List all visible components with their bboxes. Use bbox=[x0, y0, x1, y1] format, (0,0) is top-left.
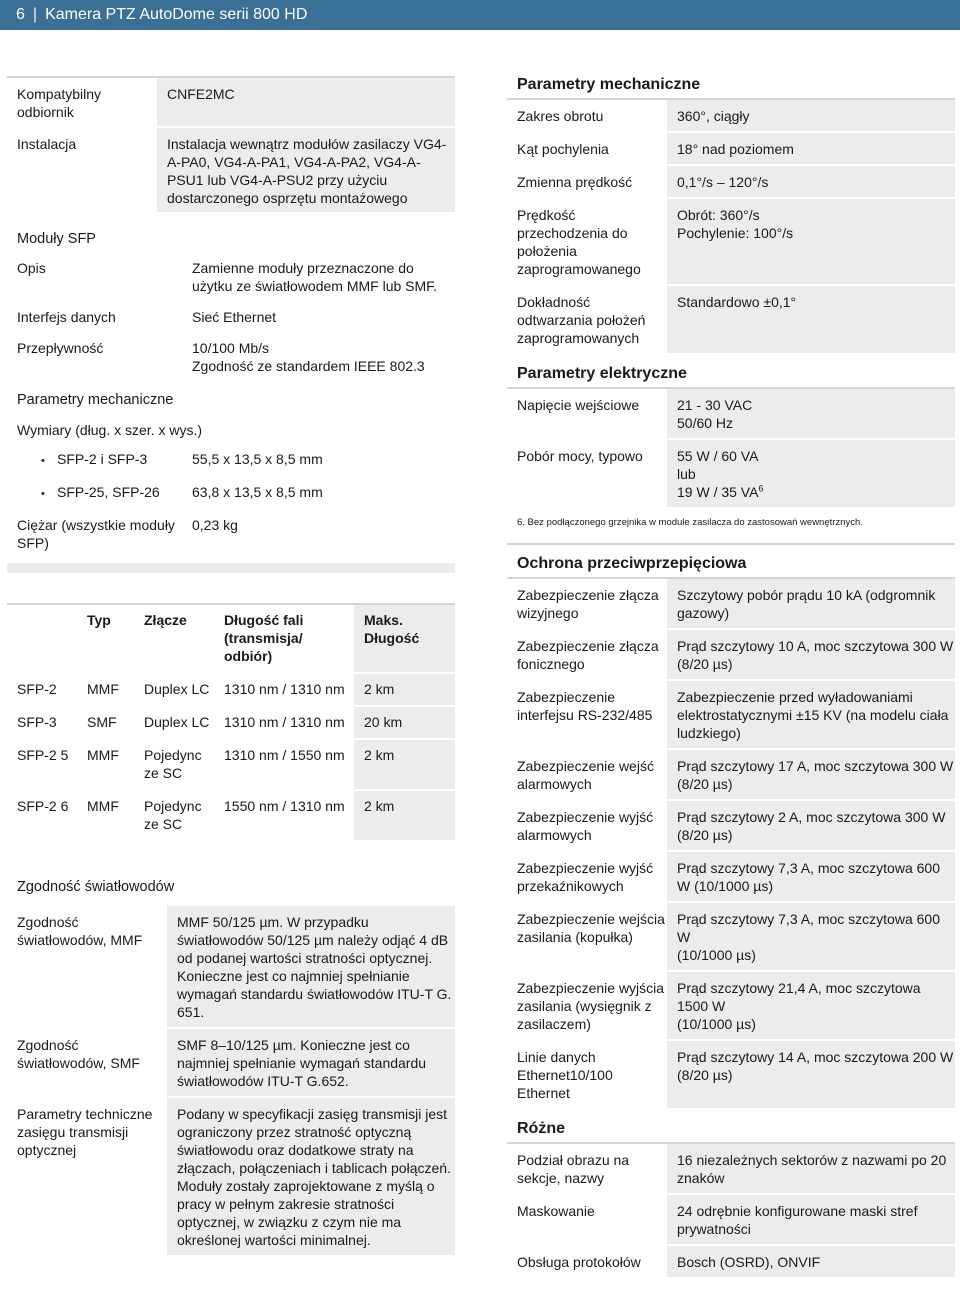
table-cell: MMF bbox=[77, 790, 134, 841]
header-separator: | bbox=[32, 6, 38, 23]
spec-row bbox=[507, 630, 955, 681]
spec-row bbox=[7, 78, 455, 128]
spec-label: Kompatybilny odbiornik bbox=[17, 86, 102, 120]
spec-label: Opis bbox=[17, 260, 46, 276]
spec-value: Prąd szczytowy 14 A, moc szczytowa 200 W (8/20 µs) bbox=[667, 1041, 955, 1108]
right-column bbox=[507, 70, 955, 1279]
spec-row bbox=[507, 440, 955, 509]
spec-value bbox=[667, 440, 955, 507]
table-cell: 2 km bbox=[354, 673, 455, 706]
spec-value: 16 niezależnych sektorów z nazwami po 20 znaków bbox=[667, 1144, 955, 1193]
spec-label: Prędkość przechodzenia do położenia zaprogramowanego bbox=[517, 207, 641, 277]
dims-model: • SFP-2 i SFP-3 bbox=[7, 443, 182, 476]
spec-value: CNFE2MC bbox=[157, 78, 455, 126]
spec-row bbox=[507, 681, 955, 750]
spec-value: Standardowo ±0,1° bbox=[667, 286, 955, 353]
spec-value: SMF 8–10/125 µm. Konieczne jest co najmniej spełnianie wymagań standardu światłowodów ITU-T G.652. bbox=[167, 1029, 455, 1096]
spec-label: Zabezpieczenie złącza fonicznego bbox=[517, 638, 659, 672]
spec-label: Zgodność światłowodów, MMF bbox=[17, 914, 143, 948]
page-number: 6 bbox=[16, 6, 25, 23]
document-title: Kamera PTZ AutoDome serii 800 HD bbox=[45, 6, 308, 23]
spec-row bbox=[7, 1098, 455, 1257]
dims-value: 63,8 x 13,5 x 8,5 mm bbox=[192, 484, 323, 500]
spec-label: Zabezpieczenie wejść alarmowych bbox=[517, 758, 654, 792]
spec-row bbox=[507, 801, 955, 852]
table-row bbox=[7, 739, 455, 790]
spec-value: Zamienne moduły przeznaczone do użytku ze światłowodem MMF lub SMF. bbox=[192, 260, 438, 294]
table-header: Złącze bbox=[134, 605, 214, 673]
spec-value: 21 - 30 VAC 50/60 Hz bbox=[667, 389, 955, 438]
table-row bbox=[7, 673, 455, 706]
section-heading: Zgodność światłowodów bbox=[17, 879, 175, 895]
spec-label: Zabezpieczenie wyjść przekaźnikowych bbox=[517, 860, 654, 894]
spec-label: Obsługa protokołów bbox=[517, 1254, 641, 1270]
dims-value: 55,5 x 13,5 x 8,5 mm bbox=[192, 451, 323, 467]
table-header: Długość fali (transmisja/ odbiór) bbox=[214, 605, 354, 673]
spec-row bbox=[7, 252, 455, 301]
page-header bbox=[0, 0, 960, 30]
table-cell: Pojedync ze SC bbox=[134, 739, 214, 790]
table-cell: 1310 nm / 1310 nm bbox=[214, 706, 354, 739]
spec-label: Pobór mocy, typowo bbox=[517, 448, 643, 464]
spec-value: Obrót: 360°/s Pochylenie: 100°/s bbox=[667, 199, 955, 284]
footnote: 6. Bez podłączonego grzejnika w module zasilacza do zastosowań wewnętrznych. bbox=[517, 517, 863, 528]
section-heading: Ochrona przeciwprzepięciowa bbox=[517, 555, 747, 572]
spec-label: Linie danych Ethernet10/100 Ethernet bbox=[517, 1049, 613, 1101]
spec-label: Zakres obrotu bbox=[517, 108, 604, 124]
table-cell: 1310 nm / 1550 nm bbox=[214, 739, 354, 790]
spec-label: Ciężar (wszystkie moduły SFP) bbox=[17, 517, 175, 551]
spec-row bbox=[507, 100, 955, 133]
spec-label: Zabezpieczenie wejścia zasilania (kopułka) bbox=[517, 911, 665, 945]
spec-value: Bosch (OSRD), ONVIF bbox=[667, 1246, 955, 1277]
spec-label: Dokładność odtwarzania położeń zaprogramowanych bbox=[517, 294, 646, 346]
spec-value: 0,23 kg bbox=[192, 517, 238, 533]
spec-value: 24 odrębnie konfigurowane maski stref prywatności bbox=[667, 1195, 955, 1244]
spec-value: Prąd szczytowy 10 A, moc szczytowa 300 W (8/20 µs) bbox=[667, 630, 955, 679]
table-cell: SFP-2 6 bbox=[7, 790, 77, 841]
spec-row bbox=[507, 133, 955, 166]
spec-value: 0,1°/s – 120°/s bbox=[667, 166, 955, 197]
spec-row bbox=[7, 128, 455, 214]
spec-row bbox=[507, 166, 955, 199]
table-cell: SMF bbox=[77, 706, 134, 739]
spec-value: 10/100 Mb/s Zgodność ze standardem IEEE 802.3 bbox=[192, 340, 425, 374]
spec-row bbox=[7, 301, 455, 332]
section-heading: Parametry mechaniczne bbox=[517, 76, 701, 93]
table-header-row bbox=[7, 605, 455, 673]
table-cell: Pojedync ze SC bbox=[134, 790, 214, 841]
table-row bbox=[7, 706, 455, 739]
table-cell: SFP-3 bbox=[7, 706, 77, 739]
dims-label: Wymiary (dług. x szer. x wys.) bbox=[17, 422, 203, 438]
spec-row bbox=[507, 1195, 955, 1246]
spec-label: Przepływność bbox=[17, 340, 104, 356]
spec-label: Zgodność światłowodów, SMF bbox=[17, 1037, 140, 1071]
spec-value: Instalacja wewnątrz modułów zasilaczy VG4-A-PA0, VG4-A-PA1, VG4-A-PA2, VG4-A-PSU1 lub VG4-A-PSU2 przy użyciu dostarczonego osprzętu montażowego bbox=[157, 128, 455, 212]
dims-model: • SFP-25, SFP-26 bbox=[7, 476, 182, 509]
table-cell: Duplex LC bbox=[134, 706, 214, 739]
spec-value: 360°, ciągły bbox=[667, 100, 955, 131]
spec-value: Prąd szczytowy 17 A, moc szczytowa 300 W (8/20 µs) bbox=[667, 750, 955, 799]
spec-value: Prąd szczytowy 7,3 A, moc szczytowa 600 W (10/1000 µs) bbox=[667, 852, 955, 901]
sfp-table bbox=[7, 605, 455, 842]
spec-label: Parametry techniczne zasięgu transmisji optycznej bbox=[17, 1106, 153, 1158]
spec-label: Maskowanie bbox=[517, 1203, 595, 1219]
table-cell: 1550 nm / 1310 nm bbox=[214, 790, 354, 841]
spec-value: Sieć Ethernet bbox=[192, 309, 277, 325]
spec-label: Zabezpieczenie wyjść alarmowych bbox=[517, 809, 654, 843]
section-heading: Moduły SFP bbox=[17, 231, 96, 247]
table-header: Typ bbox=[77, 605, 134, 673]
dims-row bbox=[7, 476, 455, 509]
spec-value: MMF 50/125 µm. W przypadku światłowodów 50/125 µm należy odjąć 4 dB od podanej wartości stratności optycznej. Konieczne jest co najmniej spełnianie wymagań standardu światłowodów ITU-T G. 651. bbox=[167, 906, 455, 1027]
dims-row bbox=[7, 443, 455, 476]
table-cell: 2 km bbox=[354, 739, 455, 790]
spec-label: Zabezpieczenie złącza wizyjnego bbox=[517, 587, 659, 621]
spec-row bbox=[507, 1041, 955, 1110]
fiber-section bbox=[7, 874, 455, 1257]
table-cell: Duplex LC bbox=[134, 673, 214, 706]
spec-value: Prąd szczytowy 2 A, moc szczytowa 300 W (8/20 µs) bbox=[667, 801, 955, 850]
spec-row bbox=[7, 1029, 455, 1098]
spec-row bbox=[507, 1246, 955, 1279]
spec-row bbox=[507, 852, 955, 903]
table-cell: 1310 nm / 1310 nm bbox=[214, 673, 354, 706]
table-cell: SFP-2 bbox=[7, 673, 77, 706]
spec-row bbox=[507, 750, 955, 801]
spec-label: Instalacja bbox=[17, 136, 77, 152]
spec-label: Zabezpieczenie interfejsu RS-232/485 bbox=[517, 689, 653, 723]
spec-value: Zabezpieczenie przed wyładowaniami elektrostatycznymi ±15 KV (na modelu ciała ludzkiego) bbox=[667, 681, 955, 748]
spec-value: 18° nad poziomem bbox=[667, 133, 955, 164]
table-row bbox=[7, 790, 455, 841]
table-cell: MMF bbox=[77, 673, 134, 706]
spec-row bbox=[507, 1144, 955, 1195]
spec-value: Prąd szczytowy 21,4 A, moc szczytowa 1500 W (10/1000 µs) bbox=[667, 972, 955, 1039]
spec-row bbox=[7, 509, 455, 558]
table-cell: 20 km bbox=[354, 706, 455, 739]
section-heading: Parametry elektryczne bbox=[517, 365, 687, 382]
spec-label: Kąt pochylenia bbox=[517, 141, 609, 157]
table-cell: 2 km bbox=[354, 790, 455, 841]
spec-label: Podział obrazu na sekcje, nazwy bbox=[517, 1152, 630, 1186]
left-column bbox=[7, 76, 455, 214]
table-cell: SFP-2 5 bbox=[7, 739, 77, 790]
spec-label: Interfejs danych bbox=[17, 309, 116, 325]
spec-label: Zmienna prędkość bbox=[517, 174, 633, 190]
spec-row bbox=[507, 199, 955, 286]
spec-label: Napięcie wejściowe bbox=[517, 397, 640, 413]
spec-value: Szczytowy pobór prądu 10 kA (odgromnik gazowy) bbox=[667, 579, 955, 628]
spec-row bbox=[507, 579, 955, 630]
table-header bbox=[7, 605, 77, 673]
spec-row bbox=[7, 906, 455, 1029]
spec-row bbox=[7, 332, 455, 381]
spec-label: Zabezpieczenie wyjścia zasilania (wysięgnik z zasilaczem) bbox=[517, 980, 665, 1032]
spec-value: Prąd szczytowy 7,3 A, moc szczytowa 600 W (10/1000 µs) bbox=[667, 903, 955, 970]
spec-value: Podany w specyfikacji zasięg transmisji jest ograniczony przez stratność optyczną światłowodu oraz dodatkowe straty na złączach, połączeniach i tablicach połączeń. Moduły zostały zaprojektowane z myślą o pracy w pełnym zakresie stratności optycznej, w związku z czym nie ma określonej wartości minimalnej. bbox=[167, 1098, 455, 1255]
sfp-section bbox=[7, 226, 455, 558]
section-heading: Różne bbox=[517, 1120, 565, 1137]
spec-row bbox=[507, 286, 955, 355]
gray-divider bbox=[7, 563, 455, 573]
spec-row bbox=[507, 903, 955, 972]
table-cell: MMF bbox=[77, 739, 134, 790]
footnote-ref: 6 bbox=[758, 483, 764, 494]
table-header: Maks. Długość bbox=[354, 605, 455, 673]
spec-row bbox=[507, 972, 955, 1041]
sfp-table-section bbox=[7, 603, 455, 842]
power-value: 55 W / 60 VA lub 19 W / 35 VA bbox=[677, 448, 759, 500]
spec-row bbox=[507, 389, 955, 440]
section-heading: Parametry mechaniczne bbox=[17, 392, 174, 408]
